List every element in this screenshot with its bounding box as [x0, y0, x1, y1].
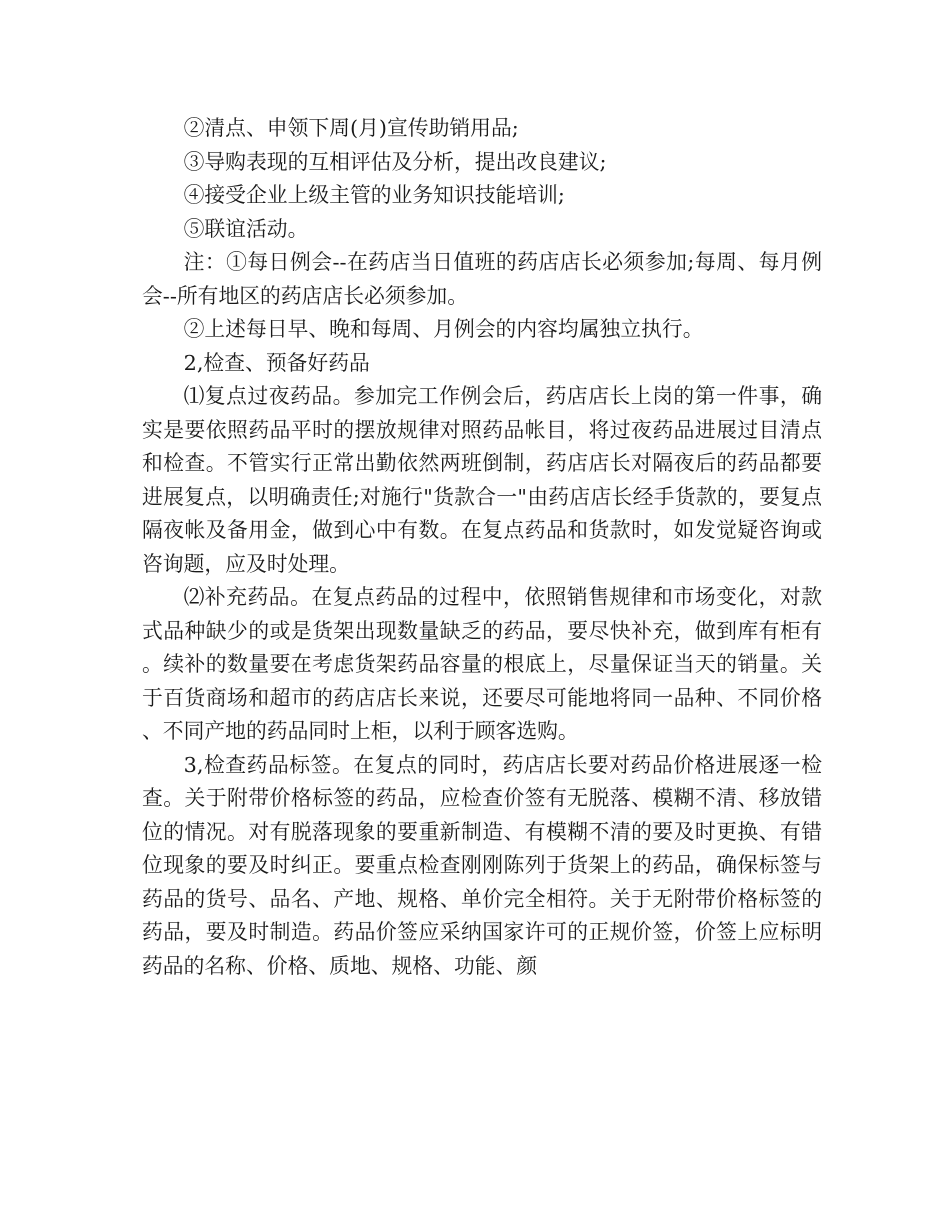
- document-page: [142, 112, 822, 983]
- paragraph-recount-medicine: ⑴复点过夜药品。参加完工作例会后，药店店长上岗的第一件事，确实是要依照药品平时的摆放规律对照药品帐目，将过夜药品进展过目清点和检查。不管实行正常出勤依然两班倒制，药店店长对隔夜后的药品都要进展复点，以明确责任;对施行"货款合一"由药店店长经手货款的，要复点隔夜帐及备用金，做到心中有数。在复点药品和货款时，如发觉疑咨询或咨询题，应及时处理。: [142, 384, 822, 576]
- paragraph-note-2: ②上述每日早、晚和每周、月例会的内容均属独立执行。: [183, 317, 704, 341]
- paragraph-restock-medicine: ⑵补充药品。在复点药品的过程中，依照销售规律和市场变化，对款式品种缺少的或是货架出现数量缺乏的药品，要尽快补充，做到库有柜有。续补的数量要在考虑货架药品容量的根底上，尽量保证当天的销量。关于百货商场和超市的药店店长来说，还要尽可能地将同一品种、不同价格、不同产地的药品同时上柜，以利于顾客选购。: [142, 585, 822, 743]
- paragraph-item-4-training: ④接受企业上级主管的业务知识技能培训;: [183, 183, 565, 207]
- paragraph-item-2-promo: ②清点、申领下周(月)宣传助销用品;: [183, 116, 519, 140]
- paragraph-item-3-evaluation: ③导购表现的互相评估及分析，提出改良建议;: [183, 149, 607, 174]
- paragraph-item-5-activity: ⑤联谊活动。: [183, 216, 309, 241]
- paragraph-check-labels: 3,检查药品标签。在复点的同时，药店店长要对药品价格进展逐一检查。关于附带价格标签的药品，应检查价签有无脱落、模糊不清、移放错位的情况。对有脱落现象的要重新制造、有模糊不清的要及时更换、有错位现象的要及时纠正。要重点检查刚刚陈列于货架上的药品，确保标签与药品的货号、品名、产地、规格、单价完全相符。关于无附带价格标签的药品，要及时制造。药品价签应采纳国家许可的正规价签，价签上应标明药品的名称、价格、质地、规格、功能、颜: [142, 752, 822, 978]
- paragraph-note-1: 注：①每日例会--在药店当日值班的药店店长必须参加;每周、每月例会--所有地区的药店店长必须参加。: [142, 250, 822, 308]
- section-heading-check-medicine: 2,检查、预备好药品: [183, 350, 370, 375]
